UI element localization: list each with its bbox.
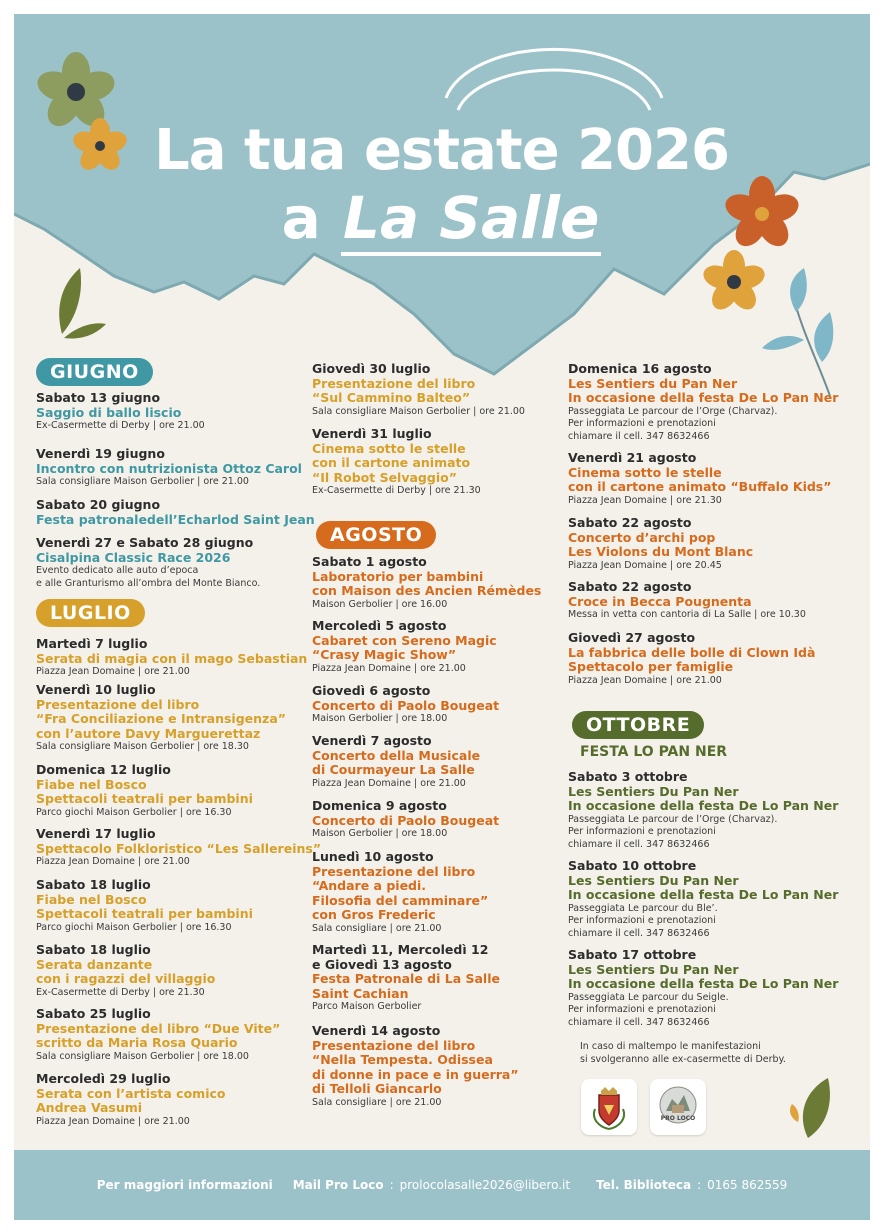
event-item (568, 516, 753, 572)
poster (14, 14, 870, 1220)
weather-note-line: si svolgeranno alle ex-casermette di Derby. (580, 1053, 786, 1065)
event-item (36, 827, 321, 869)
event-item (312, 684, 499, 726)
event-location: Passeggiata Le parcour de l’Orge (Charvaz). (568, 405, 778, 417)
event-location: Passeggiata Le parcour du Seigle. (568, 991, 729, 1003)
event-date: Giovedì 30 luglio (312, 361, 431, 376)
event-location: Evento dedicato alle auto d’epoca (36, 565, 199, 576)
event-location: Piazza Jean Domaine | ore 21.30 (568, 494, 722, 506)
event-location: chiamare il cell. 347 8632466 (568, 927, 710, 939)
event-location: Sala consigliare Maison Gerbolier | ore 21.00 (312, 405, 525, 417)
event-title: Filosofia del camminare” (312, 892, 489, 908)
event-title: Cinema sotto le stelle (568, 464, 722, 480)
event-item (312, 799, 499, 841)
event-location: Ex-Casermette di Derby | ore 21.30 (312, 485, 481, 496)
event-date: Sabato 18 luglio (36, 942, 151, 957)
event-item (568, 770, 838, 851)
event-date: Sabato 10 ottobre (568, 858, 697, 873)
event-title: Saggio di ballo liscio (36, 404, 182, 420)
event-title: Spettacoli teatrali per bambini (36, 791, 253, 806)
event-title: Presentazione del libro (36, 696, 200, 712)
event-title: Andrea Vasumi (36, 1100, 143, 1115)
event-item (36, 498, 315, 527)
event-title: “Andare a piedi. (312, 878, 427, 893)
event-item (36, 878, 253, 934)
event-location: Piazza Jean Domaine | ore 20.45 (568, 559, 722, 571)
event-item (312, 619, 497, 675)
event-title: di Courmayeur La Salle (312, 762, 475, 777)
event-date: Venerdì 19 giugno (36, 446, 165, 461)
event-location: Per informazioni e prenotazioni (568, 418, 716, 429)
event-item (36, 447, 302, 489)
event-title: Concerto di Paolo Bougeat (312, 697, 500, 713)
event-title: “Nella Tempesta. Odissea (312, 1052, 493, 1067)
event-date: Giovedì 27 agosto (568, 630, 696, 645)
footer-bar: Per maggiori informazioni Mail Pro Loco : prolocolasalle2026@libero.it Tel. Biblioteca : 0165 862559 (14, 1150, 870, 1220)
event-date: Venerdì 31 luglio (312, 426, 432, 441)
pro-loco-logo (650, 1079, 706, 1135)
event-title: La fabbrica delle bolle di Clown Idà (568, 644, 816, 660)
event-location: chiamare il cell. 347 8632466 (568, 430, 710, 442)
event-location: Passeggiata Le parcour de l’Orge (Charvaz). (568, 813, 778, 825)
event-title: Serata di magia con il mago Sebastian (36, 650, 308, 666)
event-title: Spettacolo per famiglie (568, 659, 734, 674)
event-title: Concerto di Paolo Bougeat (312, 812, 500, 828)
event-location: Maison Gerbolier | ore 18.00 (312, 713, 448, 724)
event-title: Cinema sotto le stelle (312, 440, 466, 456)
event-location: Sala consigliare | ore 21.00 (312, 922, 442, 934)
event-item (312, 362, 525, 418)
event-date: Domenica 16 agosto (568, 361, 712, 376)
event-location: Maison Gerbolier | ore 16.00 (312, 598, 448, 610)
footer-mail-label: Mail Pro Loco (292, 1178, 384, 1192)
event-location: Sala consigliare Maison Gerbolier | ore 21.00 (36, 476, 249, 487)
event-date: Sabato 18 luglio (36, 877, 151, 892)
event-title: Cisalpina Classic Race 2026 (36, 549, 231, 565)
event-location: chiamare il cell. 347 8632466 (568, 838, 710, 850)
event-date: Giovedì 6 agosto (312, 683, 431, 698)
event-location: Piazza Jean Domaine | ore 21.00 (36, 856, 190, 867)
event-location: Piazza Jean Domaine | ore 21.00 (568, 674, 722, 686)
event-date: Martedì 7 luglio (36, 636, 148, 651)
event-item (568, 362, 838, 443)
event-location: Ex-Casermette di Derby | ore 21.00 (36, 420, 205, 431)
comune-crest-logo (581, 1079, 637, 1135)
event-location: Sala consigliare | ore 21.00 (312, 1096, 442, 1108)
subtitle-prefix: a (281, 184, 342, 252)
event-location: Sala consigliare Maison Gerbolier | ore 18.30 (36, 741, 249, 752)
event-item (312, 734, 480, 790)
event-title: In occasione della festa De Lo Pan Ner (568, 976, 839, 991)
month-pill-giugno: GIUGNO (36, 358, 153, 386)
event-date: Venerdì 14 agosto (312, 1023, 441, 1038)
event-location: Piazza Jean Domaine | ore 21.00 (36, 1115, 190, 1127)
event-location: Per informazioni e prenotazioni (568, 915, 716, 926)
event-title: “Fra Conciliazione e Intransigenza” (36, 711, 286, 726)
event-date: Sabato 22 agosto (568, 579, 692, 594)
event-title: Les Sentiers Du Pan Ner (568, 783, 739, 799)
event-item (568, 631, 815, 687)
event-title: Presentazione del libro (312, 375, 476, 391)
event-title: Festa Patronale di La Salle (312, 971, 500, 986)
event-title: Concerto d’archi pop (568, 529, 716, 545)
event-title: Spettacoli teatrali per bambini (36, 906, 253, 921)
event-location: Piazza Jean Domaine | ore 21.00 (36, 666, 190, 677)
event-title: Laboratorio per bambini (312, 568, 484, 584)
event-date: Sabato 13 giugno (36, 390, 161, 405)
footer-info-label: Per maggiori informazioni (96, 1178, 273, 1192)
event-date: Mercoledì 29 luglio (36, 1071, 171, 1086)
event-title: scritto da Maria Rosa Quario (36, 1035, 238, 1050)
event-item (36, 943, 215, 999)
footer-tel-label: Tel. Biblioteca (596, 1178, 692, 1192)
event-date: Sabato 17 ottobre (568, 947, 697, 962)
event-date: Mercoledì 5 agosto (312, 618, 447, 633)
event-item (312, 555, 541, 611)
event-title: “Sul Cammino Balteo” (312, 390, 471, 405)
event-title: Concerto della Musicale (312, 747, 481, 763)
event-title: In occasione della festa De Lo Pan Ner (568, 798, 839, 813)
event-title: di donne in pace e in guerra” (312, 1066, 519, 1082)
event-location: Sala consigliare Maison Gerbolier | ore 18.00 (36, 1050, 249, 1062)
event-date: Domenica 9 agosto (312, 798, 447, 813)
event-date: Sabato 1 agosto (312, 554, 427, 569)
event-title: “Il Robot Selvaggio” (312, 469, 457, 485)
event-location: Piazza Jean Domaine | ore 21.00 (312, 662, 466, 674)
footer-mail-link[interactable]: prolocolasalle2026@libero.it (399, 1178, 571, 1192)
event-date: Venerdì 27 e Sabato 28 giugno (36, 535, 254, 550)
event-item (36, 391, 205, 433)
event-item (36, 683, 286, 754)
event-date: Martedì 11, Mercoledì 12 (312, 942, 489, 957)
event-title: In occasione della festa De Lo Pan Ner (568, 390, 839, 405)
event-title: Croce in Becca Pougnenta (568, 593, 752, 609)
event-date: Sabato 20 giugno (36, 497, 161, 512)
event-location: Parco giochi Maison Gerbolier | ore 16.30 (36, 921, 232, 933)
event-title: con l’autore Davy Marguerettaz (36, 725, 261, 741)
event-title: Cabaret con Sereno Magic (312, 632, 497, 648)
event-title: Spettacolo Folkloristico “Les Sallereins” (36, 840, 322, 856)
event-date: Lunedì 10 agosto (312, 849, 434, 864)
event-date: Sabato 22 agosto (568, 515, 692, 530)
event-title: “Crasy Magic Show” (312, 647, 457, 662)
event-date: Venerdì 10 luglio (36, 682, 156, 697)
event-title: Les Sentiers Du Pan Ner (568, 872, 739, 888)
event-location: Per informazioni e prenotazioni (568, 1004, 716, 1015)
month-pill-luglio: LUGLIO (36, 599, 145, 627)
event-item (568, 451, 831, 507)
event-title: con Gros Frederic (312, 907, 436, 922)
event-title: Incontro con nutrizionista Ottoz Carol (36, 460, 302, 476)
event-item (568, 948, 838, 1029)
event-title: con Maison des Ancien Rémèdes (312, 583, 542, 598)
event-title: Saint Cachian (312, 985, 409, 1001)
event-location: Passeggiata Le parcour du Ble’. (568, 902, 718, 914)
event-location: chiamare il cell. 347 8632466 (568, 1016, 710, 1028)
event-date: Venerdì 7 agosto (312, 733, 432, 748)
event-title: Serata con l’artista comico (36, 1085, 226, 1101)
month-pill-ottobre: OTTOBRE (572, 711, 704, 739)
event-date: Sabato 3 ottobre (568, 769, 688, 784)
event-title: con i ragazzi del villaggio (36, 971, 216, 986)
event-location: Messa in vetta con cantoria di La Salle | ore 10.30 (568, 609, 806, 620)
leaf-decoration-bottom-right (784, 1074, 844, 1144)
page-title: La tua estate 2026 (154, 118, 729, 183)
leaf-decoration-left (50, 264, 110, 344)
event-item (36, 1072, 226, 1128)
event-date: Domenica 12 luglio (36, 762, 171, 777)
event-item (36, 1007, 280, 1063)
weather-note-line: In caso di maltempo le manifestazioni (580, 1041, 761, 1052)
event-title: Serata danzante (36, 956, 153, 972)
event-item (36, 763, 253, 819)
event-title: Les Violons du Mont Blanc (568, 544, 754, 559)
event-title: Fiabe nel Bosco (36, 891, 147, 907)
month-pill-agosto: AGOSTO (316, 521, 436, 549)
ottobre-subtitle: FESTA LO PAN NER (580, 744, 728, 760)
event-item (312, 427, 481, 498)
event-location: Parco giochi Maison Gerbolier | ore 16.30 (36, 806, 232, 818)
event-item (36, 637, 307, 679)
pro-loco-logo-text: PRO LOCO (660, 1115, 696, 1122)
event-date: e Giovedì 13 agosto (312, 956, 452, 972)
event-location: Per informazioni e prenotazioni (568, 826, 716, 837)
event-date: Venerdì 21 agosto (568, 450, 697, 465)
event-title: Les Sentiers Du Pan Ner (568, 961, 739, 977)
event-item (36, 536, 260, 590)
event-location: Piazza Jean Domaine | ore 21.00 (312, 777, 466, 789)
event-title: Presentazione del libro “Due Vite” (36, 1020, 281, 1036)
event-location: Maison Gerbolier | ore 18.00 (312, 828, 448, 839)
event-item (312, 1024, 519, 1109)
event-title: Presentazione del libro (312, 863, 476, 879)
event-location: Ex-Casermette di Derby | ore 21.30 (36, 986, 205, 998)
event-location: Parco Maison Gerbolier (312, 1001, 422, 1012)
event-title: Les Sentiers du Pan Ner (568, 375, 738, 391)
footer-tel-number[interactable]: 0165 862559 (707, 1178, 788, 1192)
event-item (568, 580, 806, 622)
event-location: e alle Granturismo all’ombra del Monte Bianco. (36, 577, 261, 589)
event-title: con il cartone animato “Buffalo Kids” (568, 479, 832, 494)
weather-note (580, 1041, 786, 1066)
event-title: di Telloli Giancarlo (312, 1081, 442, 1096)
event-title: Fiabe nel Bosco (36, 776, 147, 792)
page-subtitle (14, 184, 870, 252)
event-title: Presentazione del libro (312, 1037, 476, 1053)
event-date: Venerdì 17 luglio (36, 826, 156, 841)
event-item (312, 850, 488, 935)
event-item (312, 943, 500, 1014)
event-title: con il cartone animato (312, 455, 471, 470)
subtitle-place: La Salle (341, 184, 601, 256)
event-item (568, 859, 838, 940)
event-date: Sabato 25 luglio (36, 1006, 151, 1021)
event-title: In occasione della festa De Lo Pan Ner (568, 887, 839, 902)
event-title: Festa patronaledell’Echarlod Saint Jean (36, 511, 315, 527)
